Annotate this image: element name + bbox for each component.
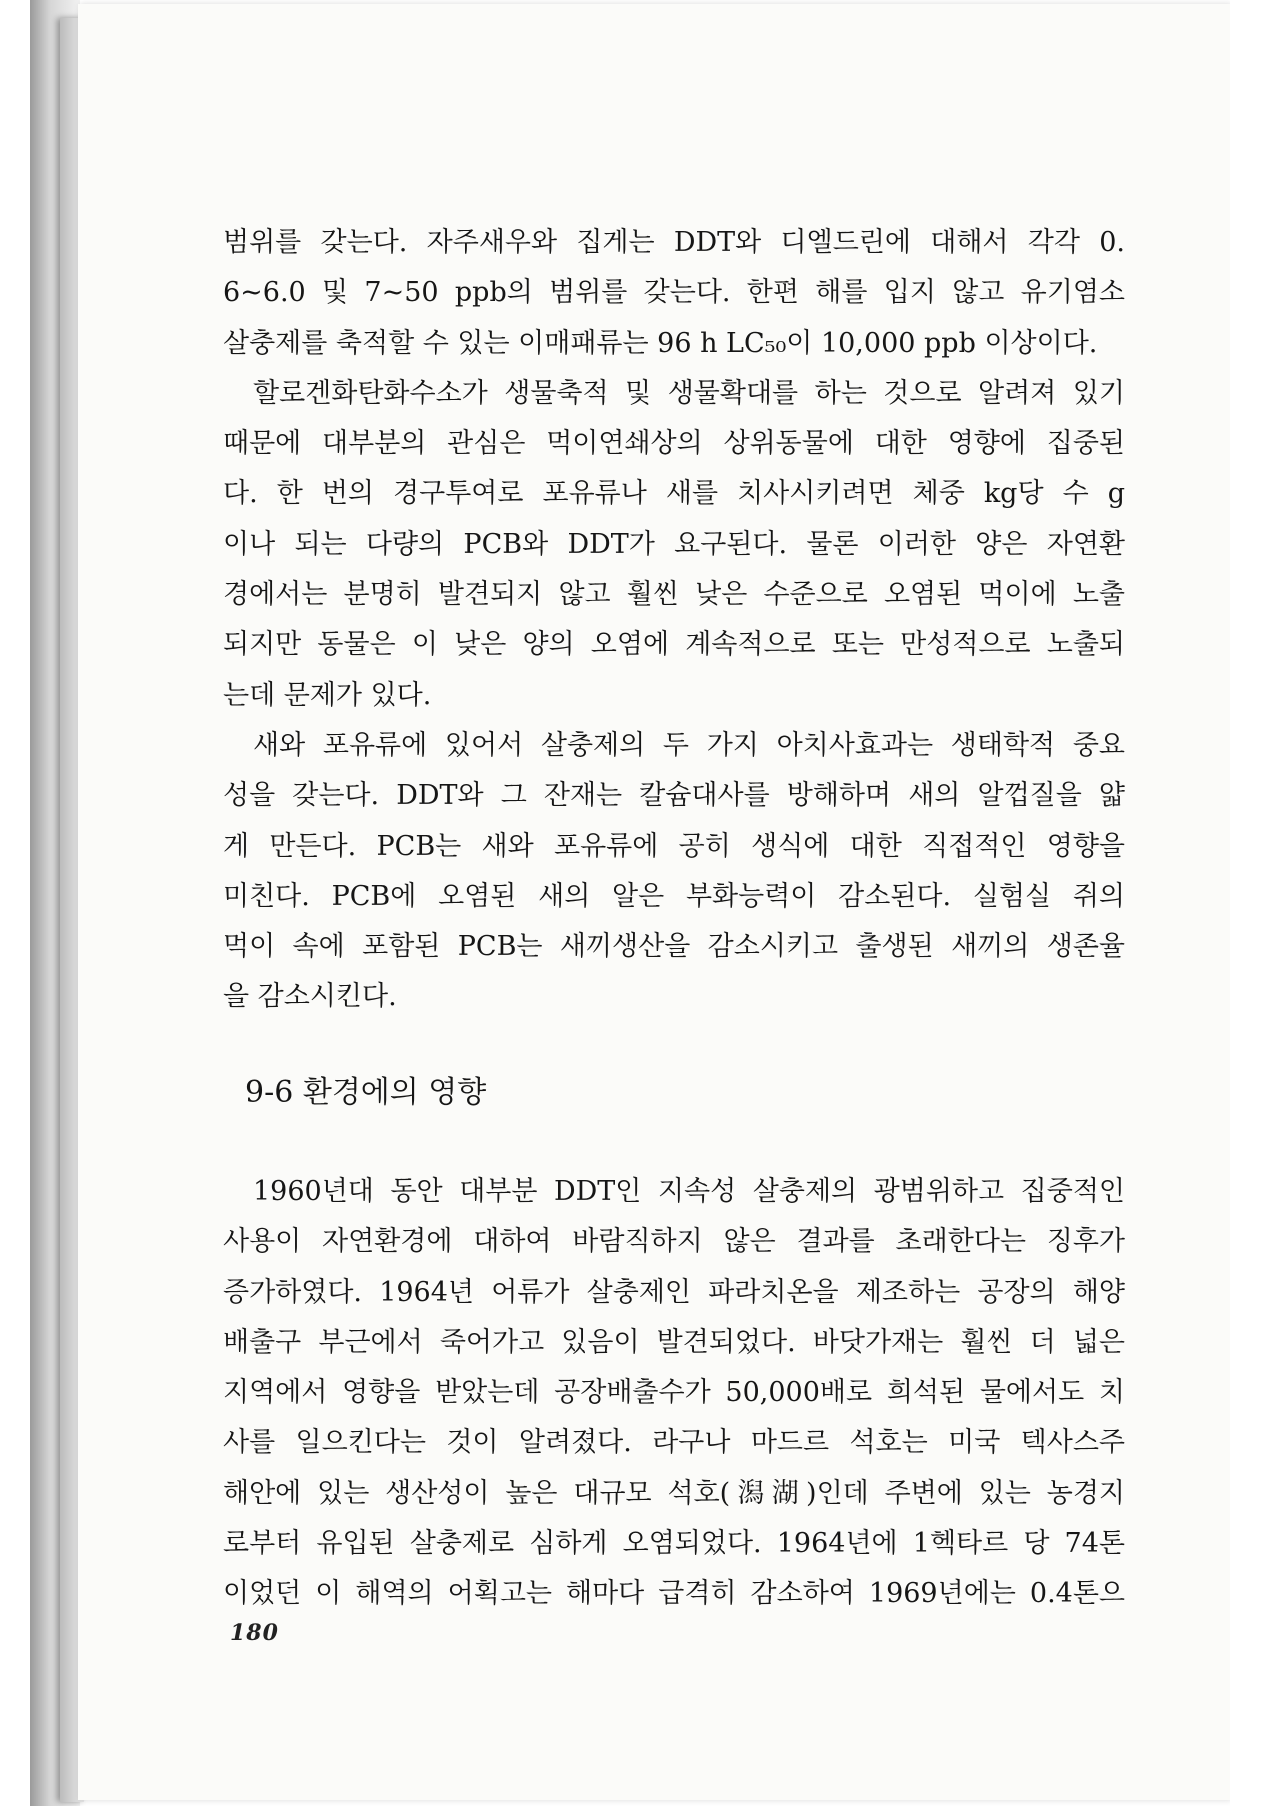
text-line: 먹이 속에 포함된 PCB는 새끼생산을 감소시키고 출생된 새끼의 생존율 bbox=[223, 931, 1125, 963]
text-line: 로부터 유입된 살충제로 심하게 오염되었다. 1964년에 1헥타르 당 74톤 bbox=[223, 1528, 1125, 1560]
text-line: 증가하였다. 1964년 어류가 살충제인 파라치온을 제조하는 공장의 해양 bbox=[223, 1276, 1125, 1308]
text-line: 새와 포유류에 있어서 살충제의 두 가지 아치사효과는 생태학적 중요 bbox=[253, 729, 1125, 761]
text-line: 다. 한 번의 경구투여로 포유류나 새를 치사시키려면 체중 kg당 수 g bbox=[223, 478, 1125, 510]
text-line: 지역에서 영향을 받았는데 공장배출수가 50,000배로 희석된 물에서도 치 bbox=[223, 1377, 1125, 1409]
text-line: 사를 일으킨다는 것이 알려졌다. 라구나 마드르 석호는 미국 텍사스주 bbox=[223, 1427, 1125, 1459]
text-line: 배출구 부근에서 죽어가고 있음이 발견되었다. 바닷가재는 훨씬 더 넓은 bbox=[223, 1326, 1125, 1358]
text-line: 범위를 갖는다. 자주새우와 집게는 DDT와 디엘드린에 대해서 각각 0. bbox=[223, 227, 1125, 258]
text-line: 해안에 있는 생산성이 높은 대규모 석호(潟湖)인데 주변에 있는 농경지 bbox=[223, 1477, 1125, 1509]
text-line: 살충제를 축적할 수 있는 이매패류는 96 h LC₅₀이 10,000 ppb 이상이다. bbox=[223, 327, 1098, 359]
text-line: 을 감소시킨다. bbox=[223, 981, 397, 1013]
section-heading: 9-6 환경에의 영향 bbox=[245, 1075, 487, 1110]
text-line: 이었던 이 해역의 어획고는 해마다 급격히 감소하여 1969년에는 0.4톤으 bbox=[223, 1578, 1125, 1610]
text-line: 할로겐화탄화수소가 생물축적 및 생물확대를 하는 것으로 알려져 있기 bbox=[253, 377, 1125, 409]
text-line: 게 만든다. PCB는 새와 포유류에 공히 생식에 대한 직접적인 영향을 bbox=[223, 830, 1125, 862]
text-line: 미친다. PCB에 오염된 새의 알은 부화능력이 감소된다. 실험실 쥐의 bbox=[223, 880, 1125, 912]
text-line: 이나 되는 다량의 PCB와 DDT가 요구된다. 물론 이러한 양은 자연환 bbox=[223, 528, 1125, 560]
text-line: 6~6.0 및 7~50 ppb의 범위를 갖는다. 한편 해를 입지 않고 유기염소 bbox=[223, 277, 1125, 309]
text-line: 는데 문제가 있다. bbox=[223, 679, 432, 711]
paragraph-block-2 bbox=[223, 1167, 1125, 1620]
paragraph-block-1 bbox=[223, 218, 1125, 1023]
text-line: 사용이 자연환경에 대하여 바람직하지 않은 결과를 초래한다는 징후가 bbox=[223, 1226, 1125, 1258]
text-line: 때문에 대부분의 관심은 먹이연쇄상의 상위동물에 대한 영향에 집중된 bbox=[223, 428, 1125, 460]
text-line: 되지만 동물은 이 낮은 양의 오염에 계속적으로 또는 만성적으로 노출되 bbox=[223, 629, 1125, 661]
page-number: 180 bbox=[230, 1620, 279, 1646]
page-margin-right bbox=[1230, 0, 1273, 1806]
text-line: 성을 갖는다. DDT와 그 잔재는 칼슘대사를 방해하며 새의 알껍질을 얇 bbox=[223, 780, 1125, 812]
text-line: 경에서는 분명히 발견되지 않고 훨씬 낮은 수준으로 오염된 먹이에 노출 bbox=[223, 579, 1125, 611]
text-line: 1960년대 동안 대부분 DDT인 지속성 살충제의 광범위하고 집중적인 bbox=[253, 1176, 1125, 1207]
